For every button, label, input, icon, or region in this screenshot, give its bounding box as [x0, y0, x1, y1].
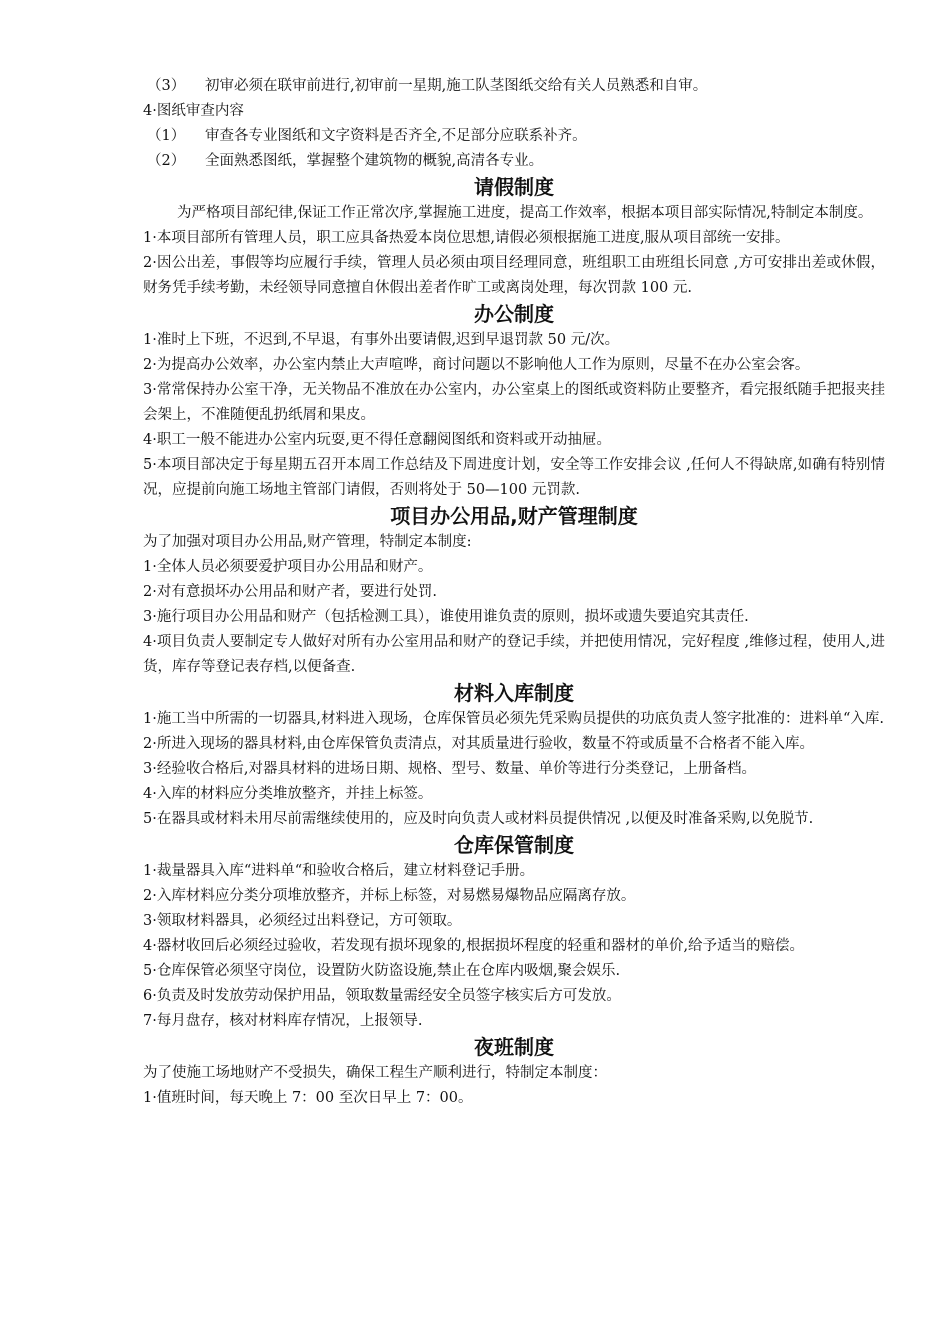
- warehouse-policy-item-3: 3·领取材料器具，必须经过出料登记，方可领取。: [143, 913, 462, 929]
- supplies-policy-title: 项目办公用品,财产管理制度: [390, 504, 638, 528]
- document-page: [143, 74, 885, 1111]
- warehouse-policy-item-1: 1·裁量器具入库“进料单“和验收合格后，建立材料登记手册。: [143, 863, 535, 879]
- warehouse-policy-title: 仓库保管制度: [454, 833, 574, 857]
- warehouse-policy-item-2: 2·入库材料应分类分项堆放整齐，并标上标签，对易燃易爆物品应隔离存放。: [143, 888, 636, 904]
- intro-item-1: [143, 124, 885, 149]
- night-shift-policy-title: 夜班制度: [474, 1035, 554, 1059]
- night-shift-policy-intro: 为了使施工场地财产不受损失，确保工程生产顺利进行，特制定本制度：: [143, 1065, 607, 1081]
- leave-policy-item-1: 1·本项目部所有管理人员，职工应具备热爱本岗位思想,请假必须根据施工进度,服从项目部统一安排。: [143, 230, 790, 246]
- materials-policy-item-4: 4·入库的材料应分类堆放整齐，并挂上标签。: [143, 786, 433, 802]
- leave-policy-intro: 为严格项目部纪律,保证工作正常次序,掌握施工进度，提高工作效率，根据本项目部实际情况,特制定本制度。: [177, 205, 873, 221]
- intro-item-1-number: （1）: [147, 128, 186, 144]
- warehouse-policy-item-6: 6·负责及时发放劳动保护用品，领取数量需经安全员签字核实后方可发放。: [143, 988, 621, 1004]
- intro-item-2: [143, 149, 885, 174]
- night-shift-policy-item-1: 1·值班时间，每天晚上 7：00 至次日早上 7：00。: [143, 1090, 473, 1106]
- materials-policy-item-3: 3·经验收合格后,对器具材料的进场日期、规格、型号、数量、单价等进行分类登记，上册备档。: [143, 761, 756, 777]
- materials-policy-item-5: 5·在器具或材料未用尽前需继续使用的，应及时向负责人或材料员提供情况 ,以便及时准备采购,以免脱节.: [143, 811, 814, 827]
- office-policy-item-4: 4·职工一般不能进办公室内玩耍,更不得任意翻阅图纸和资料或开动抽屉。: [143, 432, 611, 448]
- intro-heading-4: 4·图纸审查内容: [143, 103, 244, 119]
- intro-item-3: [143, 74, 885, 99]
- office-policy-item-1: 1·准时上下班，不迟到,不早退，有事外出要请假,迟到早退罚款 50 元/次。: [143, 332, 620, 348]
- materials-policy-item-2: 2·所进入现场的器具材料,由仓库保管负责清点，对其质量进行验收，数量不符或质量不合格者不能入库。: [143, 736, 814, 752]
- intro-item-2-text: 全面熟悉图纸，掌握整个建筑物的概貌,高清各专业。: [205, 153, 544, 169]
- intro-item-3-text: 初审必须在联审前进行,初审前一星期,施工队茎图纸交给有关人员熟悉和自审。: [205, 78, 708, 94]
- supplies-policy-item-3: 3·施行项目办公用品和财产（包括检测工具），谁使用谁负责的原则，损坏或遗失要追究其责任.: [143, 609, 749, 625]
- supplies-policy-item-4: 4·项目负责人要制定专人做好对所有办公室用品和财产的登记手续，并把使用情况，完好程度 ,维修过程，使用人,进货，库存等登记表存档,以便备查.: [143, 634, 885, 675]
- leave-policy-item-2: 2·因公出差，事假等均应履行手续，管理人员必须由项目经理同意，班组职工由班组长同意 ,方可安排出差或休假，财务凭手续考勤，未经领导同意擅自休假出差者作旷工或离岗处理，每次罚款 100 元.: [143, 255, 885, 296]
- warehouse-policy-item-4: 4·器材收回后必须经过验收，若发现有损坏现象的,根据损坏程度的轻重和器材的单价,给予适当的赔偿。: [143, 938, 805, 954]
- intro-item-2-number: （2）: [147, 153, 186, 169]
- warehouse-policy-item-7: 7·每月盘存，核对材料库存情况，上报领导.: [143, 1013, 423, 1029]
- office-policy-title: 办公制度: [474, 302, 554, 326]
- office-policy-item-2: 2·为提高办公效率，办公室内禁止大声喧哗，商讨问题以不影响他人工作为原则，尽量不在办公室会客。: [143, 357, 810, 373]
- office-policy-item-5: 5·本项目部决定于每星期五召开本周工作总结及下周进度计划，安全等工作安排会议 ,任何人不得缺席,如确有特别情况，应提前向施工场地主管部门请假，否则将处于 50—100 元罚款.: [143, 457, 885, 498]
- office-policy-item-3: 3·常常保持办公室干净，无关物品不准放在办公室内，办公室桌上的图纸或资料防止要整齐，看完报纸随手把报夹挂会架上，不准随便乱扔纸屑和果皮。: [143, 382, 885, 423]
- supplies-policy-item-2: 2·对有意损坏办公用品和财产者，要进行处罚.: [143, 584, 437, 600]
- materials-policy-item-1: 1·施工当中所需的一切器具,材料进入现场，仓库保管员必须先凭采购员提供的功底负责人签字批准的：进料单“入库.: [143, 711, 884, 727]
- intro-item-3-number: （3）: [147, 78, 186, 94]
- leave-policy-title: 请假制度: [474, 175, 554, 199]
- intro-item-1-text: 审查各专业图纸和文字资料是否齐全,不足部分应联系补齐。: [205, 128, 587, 144]
- warehouse-policy-item-5: 5·仓库保管必须坚守岗位，设置防火防盗设施,禁止在仓库内吸烟,聚会娱乐.: [143, 963, 621, 979]
- materials-policy-title: 材料入库制度: [454, 681, 574, 705]
- supplies-policy-intro: 为了加强对项目办公用品,财产管理，特制定本制度:: [143, 534, 472, 550]
- supplies-policy-item-1: 1·全体人员必须要爱护项目办公用品和财产。: [143, 559, 433, 575]
